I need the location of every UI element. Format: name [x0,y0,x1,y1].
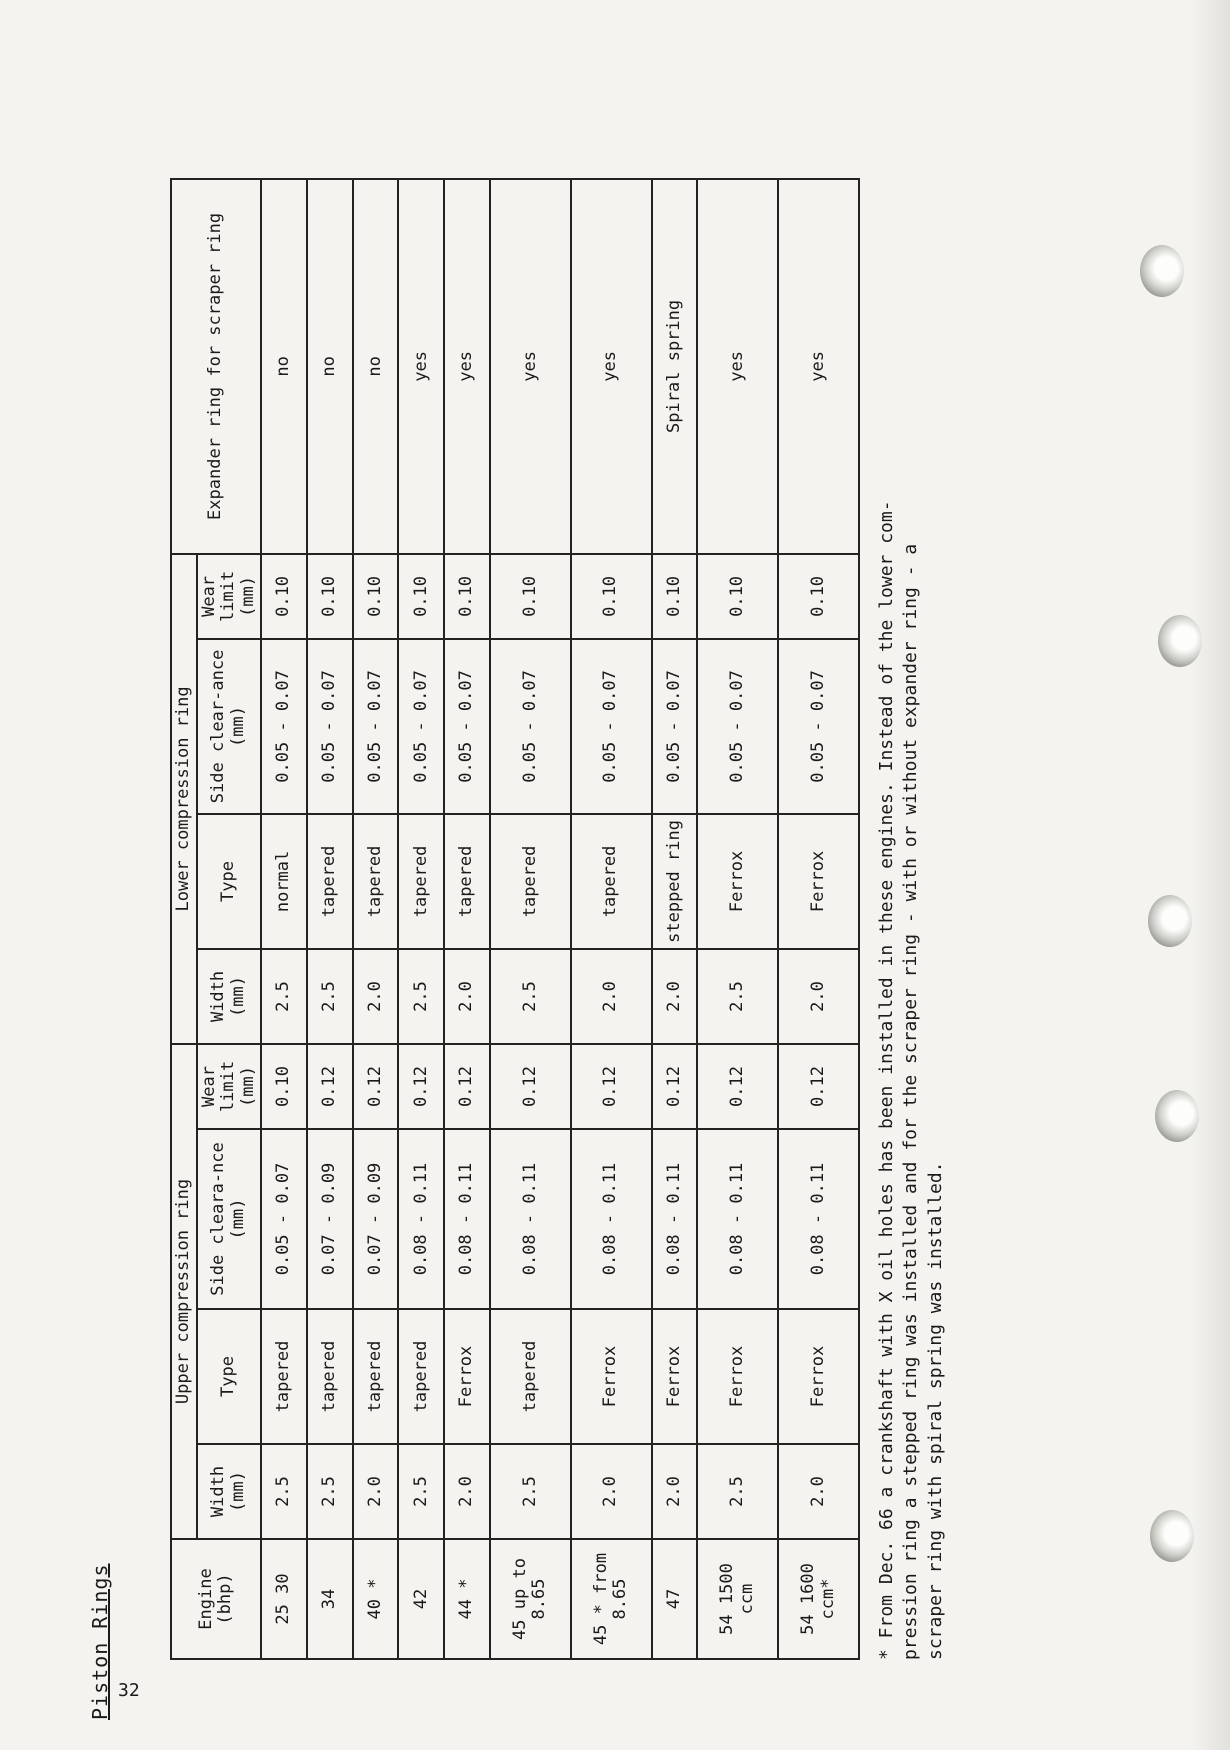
header-upper-width: Width (mm) [197,1444,262,1539]
table-row [571,179,652,1659]
cell-engine: 54 1500 ccm [697,1539,778,1659]
cell-upper-type: tapered [261,1309,307,1444]
cell-engine: 44 * [444,1539,490,1659]
cell-upper-type: tapered [398,1309,444,1444]
table-row [307,179,353,1659]
cell-lower-width: 2.0 [652,949,698,1044]
cell-engine: 40 * [353,1539,399,1659]
cell-upper-width: 2.0 [778,1444,859,1539]
header-upper-side-clearance: Side cleara-nce (mm) [197,1129,262,1309]
header-lower-side-clearance: Side clear-ance (mm) [197,639,262,814]
cell-expander: Spiral spring [652,179,698,554]
cell-upper-width: 2.0 [353,1444,399,1539]
cell-lower-wear-limit: 0.10 [353,554,399,639]
header-lower-width: Width (mm) [197,949,262,1044]
cell-lower-width: 2.5 [490,949,571,1044]
cell-expander: no [307,179,353,554]
cell-upper-side-clearance: 0.08 - 0.11 [398,1129,444,1309]
header-lower-compression-ring: Lower compression ring [171,554,197,1044]
cell-lower-type: tapered [353,814,399,949]
cell-lower-side-clearance: 0.05 - 0.07 [652,639,698,814]
cell-lower-wear-limit: 0.10 [307,554,353,639]
cell-lower-type: normal [261,814,307,949]
cell-lower-side-clearance: 0.05 - 0.07 [398,639,444,814]
table-row [652,179,698,1659]
header-upper-type: Type [197,1309,262,1444]
cell-upper-type: tapered [353,1309,399,1444]
table-row [353,179,399,1659]
cell-upper-wear-limit: 0.12 [697,1044,778,1129]
cell-lower-type: tapered [307,814,353,949]
cell-upper-wear-limit: 0.12 [444,1044,490,1129]
page-title: Piston Rings [88,1563,112,1720]
cell-lower-width: 2.0 [353,949,399,1044]
cell-upper-side-clearance: 0.07 - 0.09 [307,1129,353,1309]
cell-lower-width: 2.5 [307,949,353,1044]
header-engine: Engine (bhp) [171,1539,261,1659]
cell-upper-wear-limit: 0.12 [652,1044,698,1129]
cell-expander: yes [571,179,652,554]
binder-hole [1155,1090,1199,1142]
cell-lower-type: stepped ring [652,814,698,949]
cell-lower-wear-limit: 0.10 [490,554,571,639]
cell-engine: 45 * from 8.65 [571,1539,652,1659]
cell-upper-wear-limit: 0.12 [307,1044,353,1129]
cell-engine: 45 up to 8.65 [490,1539,571,1659]
table-row [398,179,444,1659]
cell-upper-width: 2.0 [444,1444,490,1539]
cell-lower-side-clearance: 0.05 - 0.07 [697,639,778,814]
cell-lower-side-clearance: 0.05 - 0.07 [444,639,490,814]
cell-upper-width: 2.0 [652,1444,698,1539]
header-expander-ring: Expander ring for scraper ring [171,179,261,554]
cell-upper-type: tapered [490,1309,571,1444]
cell-lower-wear-limit: 0.10 [571,554,652,639]
binder-hole [1148,895,1192,947]
table-row [490,179,571,1659]
cell-lower-type: Ferrox [778,814,859,949]
cell-upper-side-clearance: 0.05 - 0.07 [261,1129,307,1309]
cell-lower-type: Ferrox [697,814,778,949]
cell-upper-type: Ferrox [652,1309,698,1444]
cell-lower-wear-limit: 0.10 [261,554,307,639]
cell-upper-side-clearance: 0.07 - 0.09 [353,1129,399,1309]
cell-upper-width: 2.5 [307,1444,353,1539]
header-lower-type: Type [197,814,262,949]
cell-upper-width: 2.5 [261,1444,307,1539]
cell-engine: 42 [398,1539,444,1659]
cell-upper-side-clearance: 0.08 - 0.11 [652,1129,698,1309]
cell-upper-side-clearance: 0.08 - 0.11 [571,1129,652,1309]
cell-upper-side-clearance: 0.08 - 0.11 [697,1129,778,1309]
table-row [778,179,859,1659]
cell-upper-type: Ferrox [697,1309,778,1444]
cell-lower-side-clearance: 0.05 - 0.07 [307,639,353,814]
footnote: * From Dec. 66 a crankshaft with X oil holes has been installed in these engines. Instead of the lower com- pression ring a stepped ring was installed and for the scraper ring - with or without expander ring - a scraper ring with spiral spring was installed. [876,500,946,1660]
cell-upper-width: 2.5 [490,1444,571,1539]
cell-engine: 54 1600 ccm* [778,1539,859,1659]
table-row [697,179,778,1659]
cell-expander: no [261,179,307,554]
piston-rings-table [170,178,860,1660]
cell-lower-width: 2.0 [778,949,859,1044]
cell-lower-side-clearance: 0.05 - 0.07 [571,639,652,814]
cell-lower-width: 2.0 [444,949,490,1044]
cell-upper-width: 2.5 [697,1444,778,1539]
cell-lower-type: tapered [571,814,652,949]
cell-lower-type: tapered [398,814,444,949]
cell-lower-wear-limit: 0.10 [444,554,490,639]
cell-lower-type: tapered [490,814,571,949]
page-edge-shadow [1190,0,1230,1750]
cell-upper-wear-limit: 0.10 [261,1044,307,1129]
cell-lower-wear-limit: 0.10 [697,554,778,639]
cell-lower-wear-limit: 0.10 [652,554,698,639]
binder-hole [1150,1510,1194,1562]
cell-lower-type: tapered [444,814,490,949]
cell-expander: yes [778,179,859,554]
cell-upper-wear-limit: 0.12 [398,1044,444,1129]
cell-upper-type: tapered [307,1309,353,1444]
cell-expander: yes [398,179,444,554]
cell-upper-type: Ferrox [778,1309,859,1444]
cell-lower-wear-limit: 0.10 [398,554,444,639]
binder-hole [1158,615,1202,667]
header-upper-wear-limit: Wear limit (mm) [197,1044,262,1129]
cell-upper-type: Ferrox [571,1309,652,1444]
header-row-groups [171,179,197,1659]
cell-upper-side-clearance: 0.08 - 0.11 [444,1129,490,1309]
cell-upper-side-clearance: 0.08 - 0.11 [490,1129,571,1309]
cell-lower-side-clearance: 0.05 - 0.07 [778,639,859,814]
cell-upper-wear-limit: 0.12 [353,1044,399,1129]
rotated-page-content [80,140,960,1720]
cell-expander: yes [444,179,490,554]
cell-expander: yes [697,179,778,554]
cell-upper-width: 2.0 [571,1444,652,1539]
table-row [261,179,307,1659]
cell-lower-width: 2.5 [261,949,307,1044]
cell-engine: 34 [307,1539,353,1659]
cell-expander: no [353,179,399,554]
cell-engine: 25 30 [261,1539,307,1659]
cell-engine: 47 [652,1539,698,1659]
binder-hole [1140,245,1184,297]
cell-upper-wear-limit: 0.12 [778,1044,859,1129]
cell-lower-width: 2.5 [697,949,778,1044]
cell-lower-side-clearance: 0.05 - 0.07 [261,639,307,814]
header-lower-wear-limit: Wear limit (mm) [197,554,262,639]
cell-lower-side-clearance: 0.05 - 0.07 [490,639,571,814]
page-number: 32 [118,1680,140,1701]
cell-lower-width: 2.5 [398,949,444,1044]
cell-upper-width: 2.5 [398,1444,444,1539]
cell-upper-type: Ferrox [444,1309,490,1444]
table-row [444,179,490,1659]
cell-upper-side-clearance: 0.08 - 0.11 [778,1129,859,1309]
header-upper-compression-ring: Upper compression ring [171,1044,197,1539]
cell-lower-side-clearance: 0.05 - 0.07 [353,639,399,814]
cell-lower-wear-limit: 0.10 [778,554,859,639]
cell-upper-wear-limit: 0.12 [490,1044,571,1129]
cell-lower-width: 2.0 [571,949,652,1044]
cell-expander: yes [490,179,571,554]
cell-upper-wear-limit: 0.12 [571,1044,652,1129]
